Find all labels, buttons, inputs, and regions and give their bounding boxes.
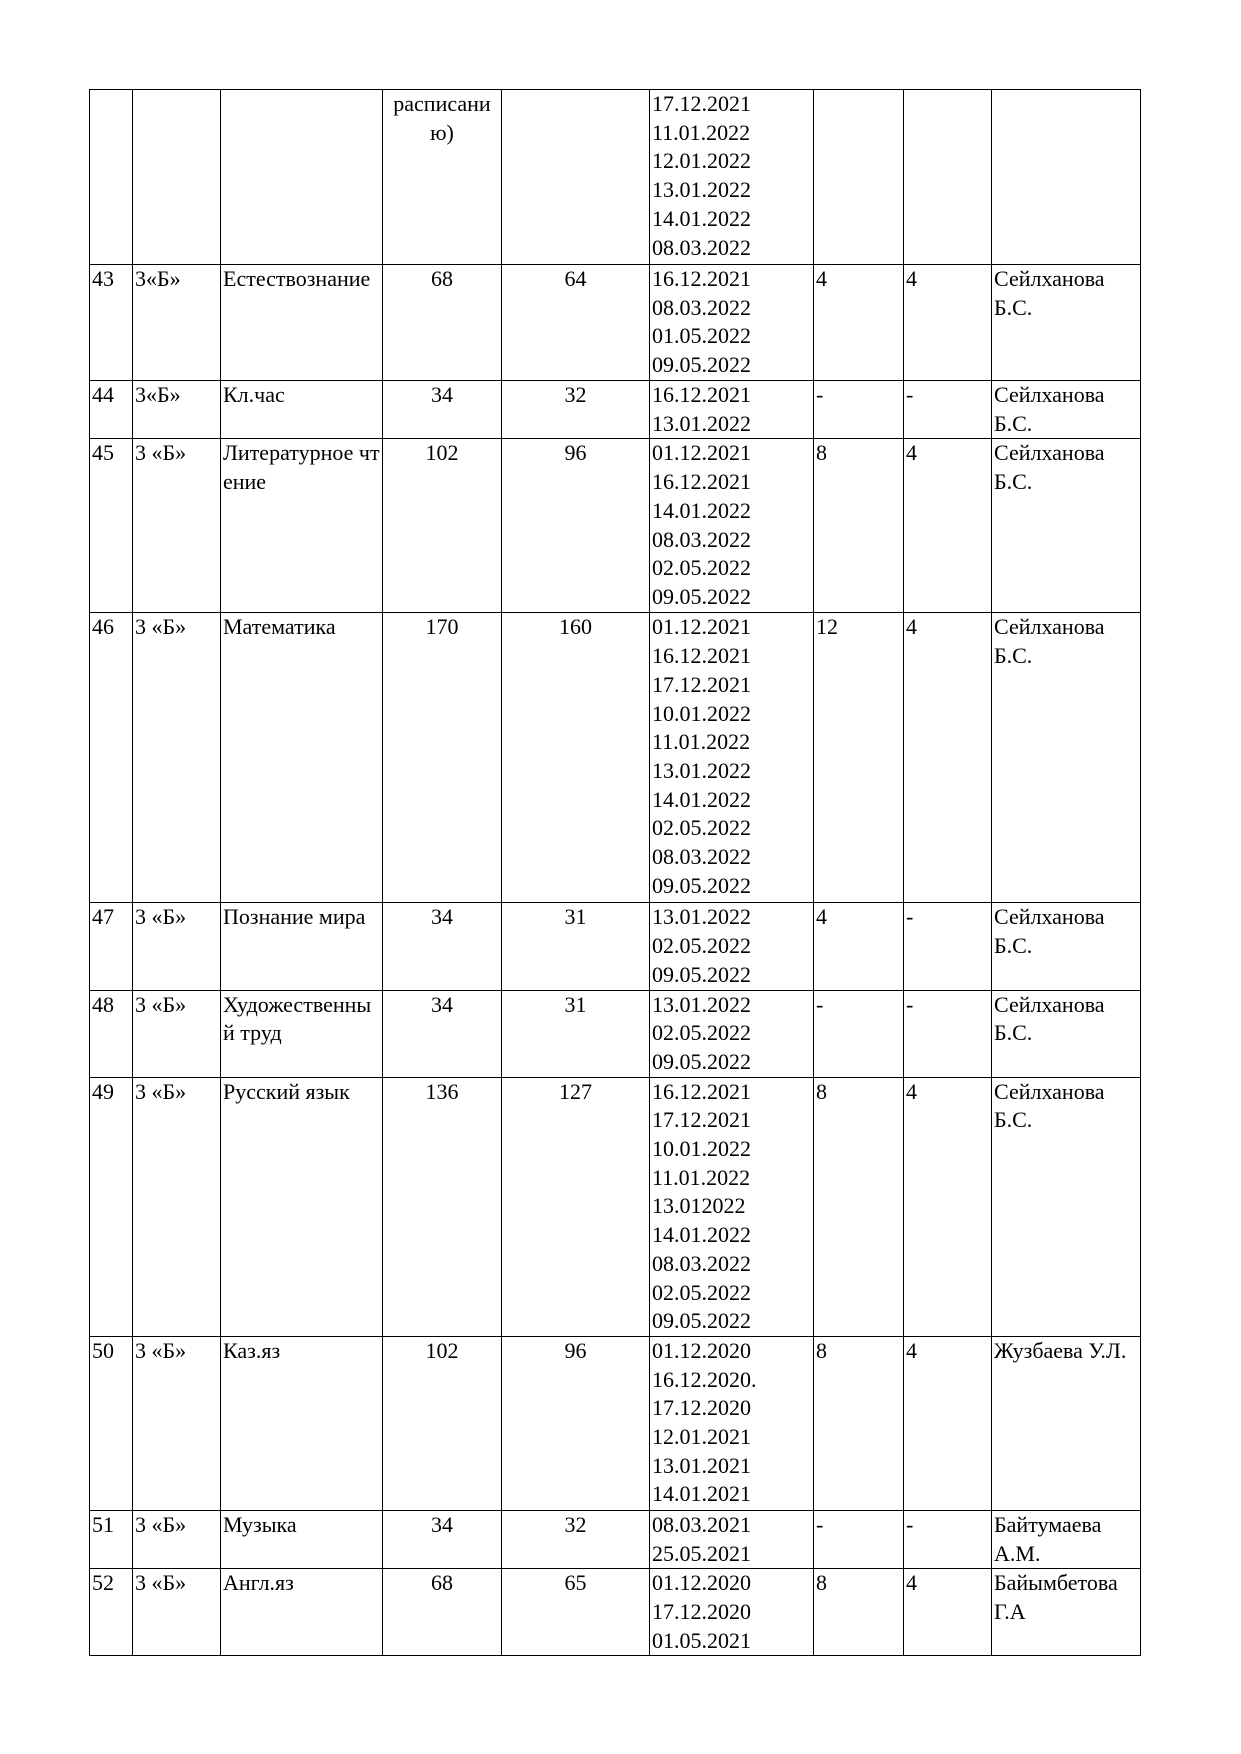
date-entry: 13.01.2022 — [652, 757, 751, 783]
subject-name — [221, 1077, 383, 1336]
count-col-7-text: - — [816, 1511, 824, 1537]
count-col-7 — [814, 381, 904, 439]
row-number — [90, 1569, 133, 1656]
date-entry: 13.01.2021 — [652, 1452, 751, 1478]
class-name — [133, 990, 221, 1077]
count-col-7 — [814, 613, 904, 903]
count-col-7-text: 8 — [816, 1570, 827, 1596]
class-name — [133, 613, 221, 903]
class-name-text: 3 «Б» — [135, 991, 187, 1017]
planned-hours — [383, 439, 502, 613]
date-entry: 08.03.2022 — [652, 1250, 751, 1276]
row-number-text: 49 — [92, 1078, 114, 1104]
class-name — [133, 1569, 221, 1656]
table-row — [90, 1077, 1141, 1336]
teacher-name-text: Жузбаева У.Л. — [994, 1337, 1127, 1363]
row-number-text: 51 — [92, 1511, 114, 1537]
date-entry: 16.12.2021 — [652, 469, 751, 495]
planned-hours-text: 34 — [431, 904, 453, 930]
date-entry: 01.05.2022 — [652, 323, 751, 349]
date-entry: 14.01.2022 — [652, 205, 751, 231]
date-entry: 08.03.2021 — [652, 1511, 751, 1537]
teacher-name — [992, 90, 1141, 265]
count-col-8 — [904, 613, 992, 903]
subject-name-text: Художественный труд — [223, 991, 372, 1046]
actual-hours — [502, 439, 650, 613]
planned-hours-text: 102 — [425, 440, 459, 466]
date-entry: 11.01.2022 — [652, 729, 751, 755]
subject-name — [221, 1510, 383, 1568]
row-number-text: 45 — [92, 440, 114, 466]
actual-hours — [502, 1569, 650, 1656]
count-col-8-text: 4 — [906, 266, 917, 291]
table-row — [90, 903, 1141, 990]
count-col-7-text: - — [816, 991, 824, 1017]
dates-cell — [650, 1569, 814, 1656]
subject-name — [221, 613, 383, 903]
planned-hours — [383, 1077, 502, 1336]
date-entry: 08.03.2022 — [652, 234, 751, 260]
count-col-7 — [814, 439, 904, 613]
subject-name — [221, 990, 383, 1077]
table-row — [90, 265, 1141, 381]
count-col-8 — [904, 439, 992, 613]
class-name — [133, 1510, 221, 1568]
count-col-7 — [814, 265, 904, 381]
count-col-8 — [904, 1077, 992, 1336]
subject-name-text: Литературное чтение — [223, 440, 380, 495]
row-number-text: 43 — [92, 266, 114, 291]
count-col-8 — [904, 1510, 992, 1568]
subject-name-text: Естествознание — [223, 266, 371, 291]
row-number — [90, 903, 133, 990]
count-col-7-text: 4 — [816, 904, 827, 930]
row-number-text: 48 — [92, 991, 114, 1017]
actual-hours-text: 64 — [564, 266, 587, 291]
table-row — [90, 381, 1141, 439]
row-number-text: 46 — [92, 614, 114, 640]
dates-cell — [650, 265, 814, 381]
class-name — [133, 1077, 221, 1336]
row-number-text: 44 — [92, 382, 114, 407]
planned-hours-text: 34 — [431, 1511, 453, 1537]
date-entry: 12.01.2021 — [652, 1424, 751, 1450]
teacher-name-text: Байтумаева А.М. — [994, 1511, 1102, 1566]
date-entry: 14.01.2022 — [652, 497, 751, 523]
planned-hours — [383, 381, 502, 439]
dates-cell — [650, 903, 814, 990]
row-number — [90, 381, 133, 439]
date-entry: 13.01.2022 — [652, 991, 751, 1017]
teacher-name — [992, 265, 1141, 381]
actual-hours-text: 32 — [564, 1511, 587, 1537]
count-col-7-text: 8 — [816, 440, 827, 466]
table-row — [90, 613, 1141, 903]
teacher-name-text: Сейлханова Б.С. — [994, 1078, 1105, 1133]
count-col-8-text: - — [906, 1511, 914, 1537]
subject-name — [221, 903, 383, 990]
subject-name — [221, 265, 383, 381]
date-entry: 09.05.2022 — [652, 352, 751, 378]
class-name-text: 3 «Б» — [135, 1570, 187, 1596]
date-entry: 17.12.2021 — [652, 1107, 751, 1133]
teacher-name-text: Сейлханова Б.С. — [994, 614, 1105, 669]
planned-hours-text: 68 — [431, 266, 453, 291]
date-entry: 09.05.2022 — [652, 583, 751, 609]
teacher-name-text: Сейлханова Б.С. — [994, 904, 1105, 959]
subject-name-text: Музыка — [223, 1511, 297, 1537]
actual-hours-text: 160 — [559, 614, 592, 640]
row-number — [90, 990, 133, 1077]
teacher-name — [992, 613, 1141, 903]
dates-cell — [650, 1336, 814, 1510]
class-name-text: 3 «Б» — [135, 1337, 187, 1363]
teacher-name-text: Байымбетова Г.А — [994, 1570, 1118, 1625]
planned-hours — [383, 1569, 502, 1656]
count-col-8-text: 4 — [906, 440, 917, 466]
count-col-7 — [814, 1569, 904, 1656]
table-row — [90, 1569, 1141, 1656]
planned-hours — [383, 1510, 502, 1568]
class-name — [133, 1336, 221, 1510]
count-col-8-text: - — [906, 991, 914, 1017]
date-entry: 17.12.2021 — [652, 91, 751, 116]
class-name-text: 3«Б» — [135, 382, 181, 407]
date-entry: 13.012022 — [652, 1193, 746, 1219]
count-col-7 — [814, 1077, 904, 1336]
dates-cell — [650, 990, 814, 1077]
table-row — [90, 990, 1141, 1077]
date-entry: 09.05.2022 — [652, 961, 751, 987]
table-row — [90, 439, 1141, 613]
teacher-name — [992, 990, 1141, 1077]
row-number — [90, 439, 133, 613]
subject-name — [221, 1336, 383, 1510]
subject-name — [221, 1569, 383, 1656]
teacher-name-text: Сейлханова Б.С. — [994, 266, 1105, 320]
count-col-8-text: 4 — [906, 1078, 917, 1104]
planned-hours — [383, 990, 502, 1077]
class-name-text: 3 «Б» — [135, 904, 187, 930]
actual-hours-text: 96 — [564, 1337, 587, 1363]
count-col-7-text: 8 — [816, 1337, 827, 1363]
date-entry: 14.01.2021 — [652, 1481, 751, 1507]
date-entry: 17.12.2020 — [652, 1395, 751, 1421]
row-number — [90, 90, 133, 265]
dates-cell — [650, 613, 814, 903]
dates-cell — [650, 381, 814, 439]
count-col-7-text: 4 — [816, 266, 827, 291]
class-name — [133, 265, 221, 381]
table-row — [90, 1510, 1141, 1568]
teacher-name — [992, 903, 1141, 990]
planned-hours-text: 34 — [431, 382, 453, 407]
date-entry: 01.05.2021 — [652, 1627, 751, 1653]
planned-hours-text: 136 — [425, 1078, 459, 1104]
dates-cell — [650, 1510, 814, 1568]
actual-hours — [502, 613, 650, 903]
count-col-7 — [814, 903, 904, 990]
date-entry: 09.05.2022 — [652, 872, 751, 898]
count-col-8 — [904, 381, 992, 439]
date-entry: 17.12.2021 — [652, 671, 751, 697]
date-entry: 16.12.2020. — [652, 1366, 757, 1392]
date-entry: 09.05.2022 — [652, 1308, 751, 1334]
count-col-7-text: 8 — [816, 1078, 827, 1104]
actual-hours — [502, 903, 650, 990]
planned-hours — [383, 1336, 502, 1510]
subject-name-text: Англ.яз — [223, 1570, 294, 1596]
actual-hours-text: 31 — [564, 991, 587, 1017]
table-row — [90, 1336, 1141, 1510]
actual-hours-text: 32 — [564, 382, 587, 407]
date-entry: 08.03.2022 — [652, 294, 751, 320]
actual-hours — [502, 1510, 650, 1568]
dates-cell — [650, 1077, 814, 1336]
date-entry: 16.12.2021 — [652, 1078, 751, 1104]
date-entry: 17.12.2020 — [652, 1599, 751, 1625]
subject-name — [221, 439, 383, 613]
class-name — [133, 903, 221, 990]
date-entry: 08.03.2022 — [652, 844, 751, 870]
teacher-name — [992, 1077, 1141, 1336]
date-entry: 14.01.2022 — [652, 1222, 751, 1248]
date-entry: 02.05.2022 — [652, 1020, 751, 1046]
count-col-8 — [904, 990, 992, 1077]
date-entry: 11.01.2022 — [652, 1164, 751, 1190]
date-entry: 01.12.2020 — [652, 1570, 751, 1596]
count-col-7 — [814, 1336, 904, 1510]
count-col-8-text: 4 — [906, 614, 917, 640]
subject-name-text: Русский язык — [223, 1078, 350, 1104]
count-col-8-text: - — [906, 382, 914, 407]
count-col-7 — [814, 990, 904, 1077]
date-entry: 08.03.2022 — [652, 526, 751, 552]
subject-name — [221, 90, 383, 265]
date-entry: 02.05.2022 — [652, 815, 751, 841]
date-entry: 16.12.2021 — [652, 266, 751, 291]
row-number-text: 52 — [92, 1570, 114, 1596]
planned-hours — [383, 265, 502, 381]
row-number — [90, 613, 133, 903]
count-col-8 — [904, 1336, 992, 1510]
teacher-name-text: Сейлханова Б.С. — [994, 991, 1105, 1046]
table-body — [90, 90, 1141, 1656]
date-entry: 01.12.2021 — [652, 614, 751, 640]
class-name — [133, 381, 221, 439]
date-entry: 10.01.2022 — [652, 700, 751, 726]
count-col-7-text: - — [816, 382, 824, 407]
class-name-text: 3 «Б» — [135, 1078, 187, 1104]
teacher-name — [992, 1569, 1141, 1656]
count-col-8 — [904, 903, 992, 990]
actual-hours — [502, 990, 650, 1077]
date-entry: 11.01.2022 — [652, 119, 751, 145]
teacher-name — [992, 381, 1141, 439]
row-number — [90, 265, 133, 381]
planned-hours-text: 170 — [425, 614, 459, 640]
row-number — [90, 1336, 133, 1510]
actual-hours-text: 65 — [564, 1570, 587, 1596]
teacher-name-text: Сейлханова Б.С. — [994, 440, 1105, 495]
planned-hours — [383, 90, 502, 265]
date-entry: 02.05.2022 — [652, 1279, 751, 1305]
dates-cell — [650, 439, 814, 613]
schedule-table — [89, 89, 1141, 1656]
date-entry: 12.01.2022 — [652, 148, 751, 174]
planned-hours — [383, 613, 502, 903]
planned-hours-text: расписанию) — [393, 91, 491, 145]
subject-name-text: Познание мира — [223, 904, 366, 930]
actual-hours — [502, 1077, 650, 1336]
count-col-8 — [904, 265, 992, 381]
count-col-7 — [814, 90, 904, 265]
date-entry: 01.12.2021 — [652, 440, 751, 466]
row-number-text: 50 — [92, 1337, 114, 1363]
date-entry: 16.12.2021 — [652, 382, 751, 407]
planned-hours-text: 34 — [431, 991, 453, 1017]
class-name-text: 3 «Б» — [135, 440, 187, 466]
row-number-text: 47 — [92, 904, 114, 930]
date-entry: 25.05.2021 — [652, 1540, 751, 1566]
count-col-7 — [814, 1510, 904, 1568]
date-entry: 01.12.2020 — [652, 1337, 751, 1363]
count-col-8 — [904, 90, 992, 265]
planned-hours — [383, 903, 502, 990]
date-entry: 02.05.2022 — [652, 933, 751, 959]
date-entry: 13.01.2022 — [652, 410, 751, 436]
date-entry: 14.01.2022 — [652, 786, 751, 812]
teacher-name — [992, 1510, 1141, 1568]
date-entry: 10.01.2022 — [652, 1136, 751, 1162]
planned-hours-text: 68 — [431, 1570, 453, 1596]
count-col-8 — [904, 1569, 992, 1656]
subject-name-text: Кл.час — [223, 382, 285, 407]
class-name-text: 3«Б» — [135, 266, 181, 291]
class-name-text: 3 «Б» — [135, 614, 187, 640]
actual-hours-text: 127 — [559, 1078, 592, 1104]
planned-hours-text: 102 — [425, 1337, 459, 1363]
date-entry: 13.01.2022 — [652, 177, 751, 203]
count-col-8-text: - — [906, 904, 914, 930]
class-name — [133, 90, 221, 265]
date-entry: 16.12.2021 — [652, 643, 751, 669]
date-entry: 13.01.2022 — [652, 904, 751, 930]
count-col-8-text: 4 — [906, 1337, 917, 1363]
teacher-name — [992, 1336, 1141, 1510]
count-col-8-text: 4 — [906, 1570, 917, 1596]
actual-hours — [502, 1336, 650, 1510]
subject-name-text: Математика — [223, 614, 336, 640]
subject-name-text: Каз.яз — [223, 1337, 281, 1363]
actual-hours-text: 96 — [564, 440, 587, 466]
teacher-name-text: Сейлханова Б.С. — [994, 382, 1105, 436]
table-row — [90, 90, 1141, 265]
actual-hours — [502, 265, 650, 381]
subject-name — [221, 381, 383, 439]
teacher-name — [992, 439, 1141, 613]
class-name-text: 3 «Б» — [135, 1511, 187, 1537]
date-entry: 09.05.2022 — [652, 1048, 751, 1074]
count-col-7-text: 12 — [816, 614, 838, 640]
actual-hours — [502, 90, 650, 265]
class-name — [133, 439, 221, 613]
actual-hours-text: 31 — [564, 904, 587, 930]
row-number — [90, 1510, 133, 1568]
row-number — [90, 1077, 133, 1336]
dates-cell — [650, 90, 814, 265]
date-entry: 02.05.2022 — [652, 555, 751, 581]
actual-hours — [502, 381, 650, 439]
